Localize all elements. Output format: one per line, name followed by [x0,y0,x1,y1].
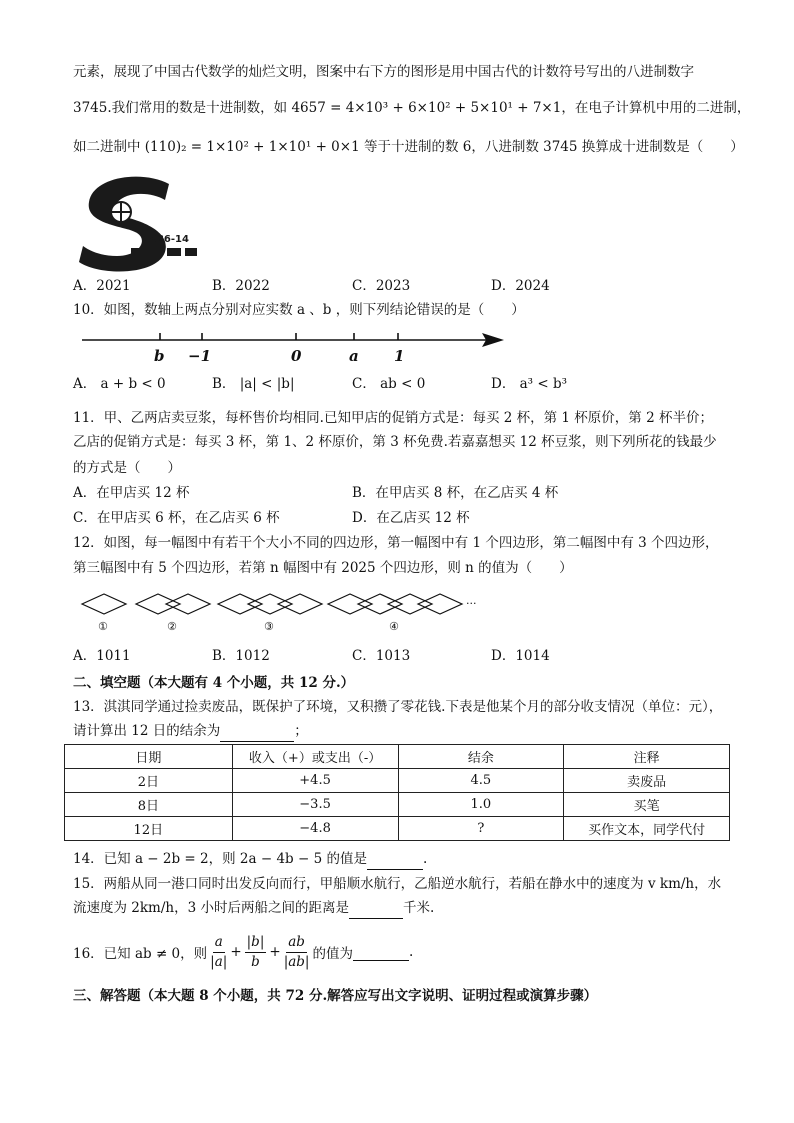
cell-balance: ? [398,817,564,841]
cell-amount: +4.5 [232,769,398,793]
header-note: 注释 [564,745,730,769]
octal-logo-image [73,172,201,276]
answer-blank [353,944,409,961]
axis-label-1: 1 [394,347,405,365]
fraction-1-denominator: |a| [210,953,228,970]
q11-line3: 的方式是（ ） [73,460,181,476]
answer-blank [220,721,294,742]
section-fill-in-heading: 二、填空题（本大题有 4 个小题，共 12 分.） [73,675,355,691]
answer-blank [349,898,403,919]
section-solution-heading: 三、解答题（本大题 8 个小题，共 72 分.解答应写出文字说明、证明过程或演算步骤） [73,988,598,1004]
axis-label-minus1: −1 [188,347,212,365]
fraction-3 [284,933,310,972]
cell-balance: 4.5 [398,769,564,793]
q12-option-b: B．1012 [212,648,270,664]
q12-line1: 12．如图，每一幅图中有若干个大小不同的四边形，第一幅图中有 1 个四边形，第二幅图中有 3 个四边形， [73,535,719,551]
q16-end: . [408,944,414,960]
fraction-2-numerator: |b| [245,933,267,953]
table-row [65,817,730,841]
table-row [65,769,730,793]
axis-label-a: a [349,347,359,365]
q13-line2-text: 请计算出 12 日的结余为 [73,723,221,739]
q12-option-d: D．1014 [491,648,550,664]
q10-option-a: A． a + b < 0 [73,376,166,392]
fig-ellipsis: ··· [466,597,477,610]
q9-option-a: A．2021 [73,278,131,294]
q12-option-a: A．1011 [73,648,131,664]
cell-note: 卖废品 [564,769,730,793]
q15-line1: 15．两船从同一港口同时出发反向而行，甲船顺水航行，乙船逆水航行，若船在静水中的速度为 v km/h，水 [73,876,722,892]
table-header-row [65,745,730,769]
q14-end: . [422,851,428,867]
q15-line2-end: 千米. [403,900,435,916]
header-amount: 收入（+）或支出（-） [232,745,398,769]
cell-date: 8日 [65,793,233,817]
q11-line1: 11．甲、乙两店卖豆浆，每杯售价均相同.已知甲店的促销方式是：每买 2 杯，第 1 杯原价，第 2 杯半价； [73,410,713,426]
cell-date: 2日 [65,769,233,793]
q9-option-b: B．2022 [212,278,270,294]
q11-line2: 乙店的促销方式是：每买 3 杯，第 1、2 杯原价，第 3 杯免费.若嘉嘉想买 12 杯豆浆，则下列所花的钱最少 [73,434,717,450]
q9-line3: 如二进制中 (110)₂ = 1×10² + 1×10¹ + 0×1 等于十进制的数 6，八进制数 3745 换算成十进制数是（ ） [73,139,744,155]
q10-stem: 10．如图，数轴上两点分别对应实数 a 、b ，则下列结论错误的是（ ） [73,302,525,318]
logo-text: 1086-14 [143,234,189,245]
q16-suffix: 的值为 [312,946,353,962]
q11-option-d: D．在乙店买 12 杯 [352,510,470,526]
income-expense-table [64,744,730,841]
cell-date: 12日 [65,817,233,841]
cell-amount: −4.8 [232,817,398,841]
number-line-figure [78,324,510,366]
q13-line2-end: ； [294,723,308,739]
q15-line2-text: 流速度为 2km/h，3 小时后两船之间的距离是 [73,900,349,916]
header-balance: 结余 [398,745,564,769]
fig-label-3: ③ [264,620,274,633]
q11-option-b: B．在甲店买 8 杯，在乙店买 4 杯 [352,485,559,501]
q14-line [73,849,427,870]
q12-line2: 第三幅图中有 5 个四边形，若第 n 幅图中有 2025 个四边形，则 n 的值为（ ） [73,560,573,576]
q15-line2 [73,898,434,919]
fraction-1-numerator: a [213,933,225,953]
fraction-2 [245,933,267,972]
q12-option-c: C．1013 [352,648,411,664]
q11-option-a: A．在甲店买 12 杯 [73,485,190,501]
answer-blank [367,849,423,870]
q10-option-c: C． ab < 0 [352,376,426,392]
q9-line1: 元素，展现了中国古代数学的灿烂文明，图案中右下方的图形是用中国古代的计数符号写出的八进制数字 [73,64,694,80]
cell-note: 买作文本，同学代付 [564,817,730,841]
header-date: 日期 [65,745,233,769]
cell-note: 买笔 [564,793,730,817]
q16-line: 16．已知 ab ≠ 0，则 $\frac{a}{|a|}$ + $\frac{|b|}{b}$ + $\frac{ab}{|ab|}$ 的值为 . [73,933,414,970]
q10-option-b: B． |a| < |b| [212,376,295,392]
fig-label-1: ① [98,620,108,633]
q9-option-d: D．2024 [491,278,550,294]
q9-line2: 3745.我们常用的数是十进制数，如 4657 = 4×10³ + 6×10² + 5×10¹ + 7×1，在电子计算机中用的二进制， [73,100,751,116]
fig-label-2: ② [167,620,177,633]
q13-line1: 13．淇淇同学通过捡卖废品，既保护了环境，又积攒了零花钱.下表是他某个月的部分收支情况（单位：元）， [73,699,723,715]
cell-amount: −3.5 [232,793,398,817]
fig-label-4: ④ [389,620,399,633]
table-row [65,793,730,817]
fraction-1 [210,933,227,972]
q16-prefix: 16．已知 ab ≠ 0，则 [73,946,208,962]
axis-label-b: b [154,347,165,365]
fraction-3-denominator: |ab| [283,953,310,970]
q14-text: 14．已知 a − 2b = 2，则 2a − 4b − 5 的值是 [73,851,367,867]
fraction-3-numerator: ab [286,933,307,953]
cell-balance: 1.0 [398,793,564,817]
q10-option-d: D． a³ < b³ [491,376,568,392]
fraction-2-denominator: b [251,953,260,970]
axis-label-0: 0 [291,347,302,365]
quadrilateral-pattern-figure [78,590,490,634]
q9-option-c: C．2023 [352,278,411,294]
q11-option-c: C．在甲店买 6 杯，在乙店买 6 杯 [73,510,280,526]
q13-line2 [73,721,308,742]
